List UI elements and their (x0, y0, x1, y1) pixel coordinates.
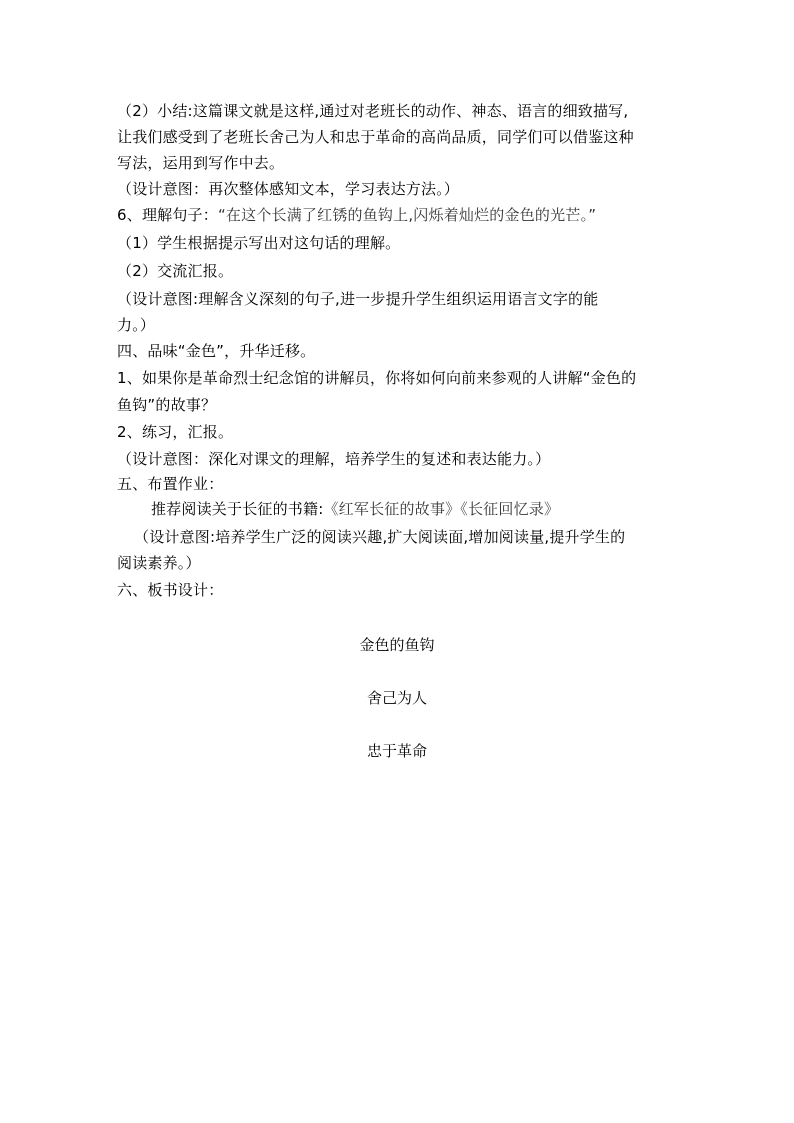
design-intent-2-line-1: （设计意图:理解含义深刻的句子,进一步提升学生组织运用语言文字的能 (117, 290, 599, 308)
step-6-sub-2: （2）交流汇报。 (117, 262, 234, 280)
reading-recommendation (151, 499, 559, 519)
board-title: 金色的鱼钩 (359, 636, 435, 654)
step-6-sub-1: （1）学生根据提示写出对这句话的理解。 (117, 234, 401, 252)
quoted-sentence: “在这个长满了红锈的鱼钩上,闪烁着灿烂的金色的光芒。” (217, 206, 597, 224)
section-5-heading: 五、布置作业： (117, 475, 224, 493)
paragraph-summary-line-2: 让我们感受到了老班长舍己为人和忠于革命的高尚品质，同学们可以借鉴这种 (117, 128, 634, 146)
section-6-heading: 六、板书设计： (117, 581, 224, 599)
board-item-1: 舍己为人 (366, 689, 427, 707)
section-4-heading: 四、品味“金色”，升华迁移。 (117, 342, 316, 360)
section-4-item-1-line-1: 1、如果你是革命烈士纪念馆的讲解员，你将如何向前来参观的人讲解“金色的 (117, 369, 637, 387)
design-intent-2-line-2: 力。） (117, 316, 156, 334)
paragraph-summary-line-3: 写法，运用到写作中去。 (117, 154, 285, 172)
paragraph-summary-line-1: （2）小结:这篇课文就是这样,通过对老班长的动作、神态、语言的细致描写, (117, 102, 629, 120)
step-6-heading (117, 205, 596, 225)
design-intent-3: （设计意图：深化对课文的理解，培养学生的复述和表达能力。） (117, 450, 551, 468)
board-item-2: 忠于革命 (366, 742, 427, 760)
section-4-item-2: 2、练习，汇报。 (117, 423, 234, 441)
design-intent-4-line-2: 阅读素养。） (117, 554, 201, 572)
book-titles: 《红军长征的故事》《长征回忆录》 (323, 500, 560, 518)
design-intent-1: （设计意图：再次整体感知文本，学习表达方法。） (117, 180, 460, 198)
design-intent-4-line-1: （设计意图:培养学生广泛的阅读兴趣,扩大阅读面,增加阅读量,提升学生的 (134, 528, 626, 546)
reading-recommendation-label: 推荐阅读关于长征的书籍: (151, 500, 324, 518)
step-6-label: 6、理解句子： (117, 206, 218, 224)
section-4-item-1-line-2: 鱼钩”的故事？ (117, 396, 217, 414)
